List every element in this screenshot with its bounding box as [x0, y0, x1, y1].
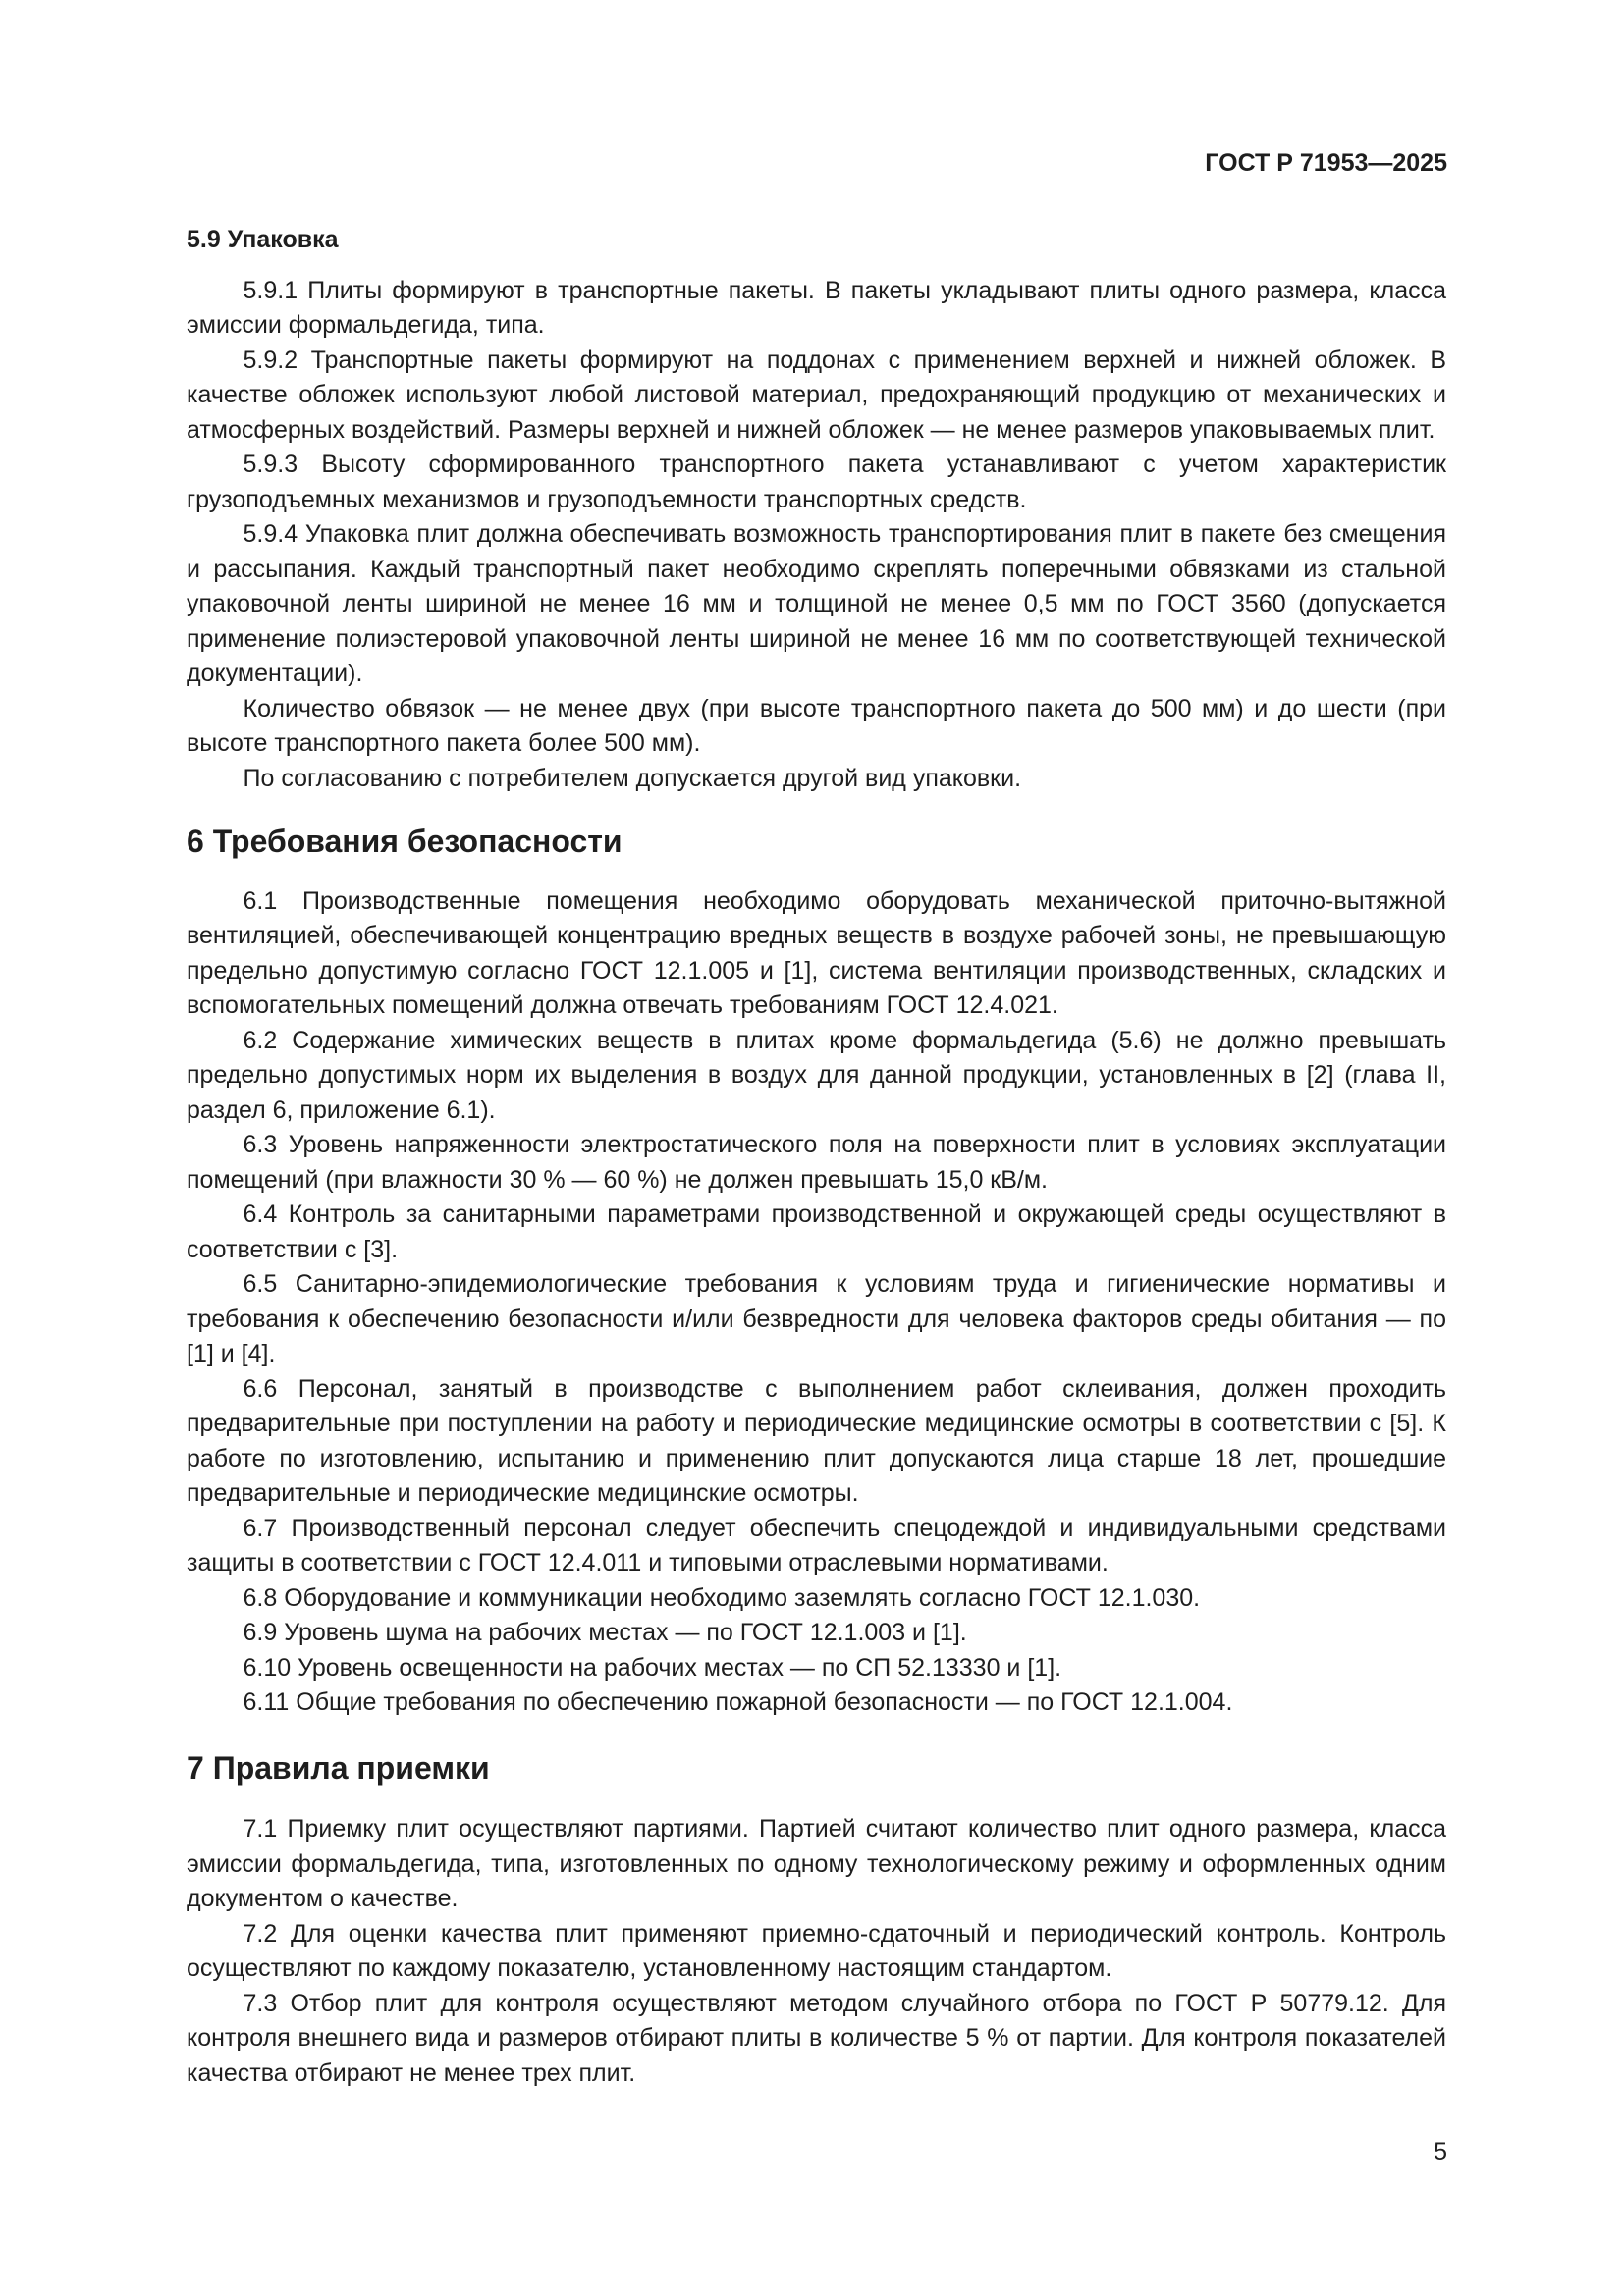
paragraph-5-9-4: 5.9.4 Упаковка плит должна обеспечивать возможность транспортирования плит в пакете без смещения и рассыпания. Каждый транспортный пакет необходимо скреплять поперечными обвязками из стальной упаковочной ленты шириной не менее 16 мм и толщиной не менее 0,5 мм по ГОСТ 3560 (допускается применение полиэстеровой упаковочной ленты шириной не менее 16 мм по соответствующей технической документации). — [187, 520, 1446, 687]
paragraph-7-3: 7.3 Отбор плит для контроля осуществляют методом случайного отбора по ГОСТ Р 50779.12. Для контроля внешнего вида и размеров отбирают плиты в количестве 5 % от партии. Для контроля показателей качества отбирают не менее трех плит. — [187, 1989, 1446, 2087]
paragraph-6-4: 6.4 Контроль за санитарными параметрами производственной и окружающей среды осуществляют в соответствии с [3]. — [187, 1201, 1446, 1263]
paragraph-6-3: 6.3 Уровень напряженности электростатического поля на поверхности плит в условиях эксплуатации помещений (при влажности 30 % — 60 %) не должен превышать 15,0 кВ/м. — [187, 1131, 1446, 1194]
paragraph-6-10: 6.10 Уровень освещенности на рабочих местах — по СП 52.13330 и [1]. — [243, 1653, 1062, 1682]
section-title-7: 7 Правила приемки — [187, 1749, 490, 1786]
paragraph-5-9-ties: Количество обвязок — не менее двух (при высоте транспортного пакета до 500 мм) и до шести (при высоте транспортного пакета более 500 мм). — [187, 694, 1446, 757]
paragraph-6-6: 6.6 Персонал, занятый в производстве с выполнением работ склеивания, должен проходить предварительные при поступлении на работу и периодические медицинские осмотры в соответствии с [5]. К работе по изготовлению, испытанию и применению плит допускаются лица старше 18 лет, прошедшие предварительные и периодические медицинские осмотры. — [187, 1374, 1446, 1508]
paragraph-5-9-3: 5.9.3 Высоту сформированного транспортного пакета устанавливают с учетом характеристик грузоподъемных механизмов и грузоподъемности транспортных средств. — [187, 451, 1446, 513]
paragraph-6-9: 6.9 Уровень шума на рабочих местах — по ГОСТ 12.1.003 и [1]. — [243, 1619, 967, 1647]
paragraph-6-8: 6.8 Оборудование и коммуникации необходимо заземлять согласно ГОСТ 12.1.030. — [243, 1583, 1201, 1612]
paragraph-6-1: 6.1 Производственные помещения необходимо оборудовать механической приточно-вытяжной вентиляцией, обеспечивающей концентрацию вредных веществ в воздухе рабочей зоны, не превышающую предельно допустимую согласно ГОСТ 12.1.005 и [1], система вентиляции производственных, складских и вспомогательных помещений должна отвечать требованиям ГОСТ 12.4.021. — [187, 886, 1446, 1020]
standard-code: ГОСТ Р 71953—2025 — [1205, 149, 1447, 177]
paragraph-5-9-2: 5.9.2 Транспортные пакеты формируют на поддонах с применением верхней и нижней обложек. В качестве обложек используют любой листовой материал, предохраняющий продукцию от механических и атмосферных воздействий. Размеры верхней и нижней обложек — не менее размеров упаковываемых плит. — [187, 346, 1446, 444]
section-title-6: 6 Требования безопасности — [187, 824, 623, 859]
paragraph-5-9-1: 5.9.1 Плиты формируют в транспортные пакеты. В пакеты укладывают плиты одного размера, класса эмиссии формальдегида, типа. — [187, 276, 1446, 339]
paragraph-7-2: 7.2 Для оценки качества плит применяют приемно-сдаточный и периодический контроль. Контроль осуществляют по каждому показателю, установленному настоящим стандартом. — [187, 1919, 1446, 1983]
document-body — [187, 224, 1446, 2091]
paragraph-6-11: 6.11 Общие требования по обеспечению пожарной безопасности — по ГОСТ 12.1.004. — [243, 1688, 1233, 1717]
subsection-title-5-9: 5.9 Упаковка — [187, 226, 339, 253]
paragraph-6-2: 6.2 Содержание химических веществ в плитах кроме формальдегида (5.6) не должно превышать предельно допустимых норм их выделения в воздух для данной продукции, установленных в [2] (глава II, раздел 6, приложение 6.1). — [187, 1026, 1446, 1124]
page-number: 5 — [1434, 2138, 1447, 2165]
paragraph-7-1: 7.1 Приемку плит осуществляют партиями. Партией считают количество плит одного размера, класса эмиссии формальдегида, типа, изготовленных по одному технологическому режиму и оформленных одним документом о качестве. — [187, 1815, 1446, 1913]
paragraph-6-7: 6.7 Производственный персонал следует обеспечить спецодеждой и индивидуальными средствами защиты в соответствии с ГОСТ 12.4.011 и типовыми отраслевыми нормативами. — [187, 1514, 1446, 1577]
paragraph-6-5: 6.5 Санитарно-эпидемиологические требования к условиям труда и гигиенические нормативы и требования к обеспечению безопасности и/или безвредности для человека факторов среды обитания — по [1] и [4]. — [187, 1270, 1446, 1368]
paragraph-5-9-agreement: По согласованию с потребителем допускается другой вид упаковки. — [243, 764, 1022, 792]
